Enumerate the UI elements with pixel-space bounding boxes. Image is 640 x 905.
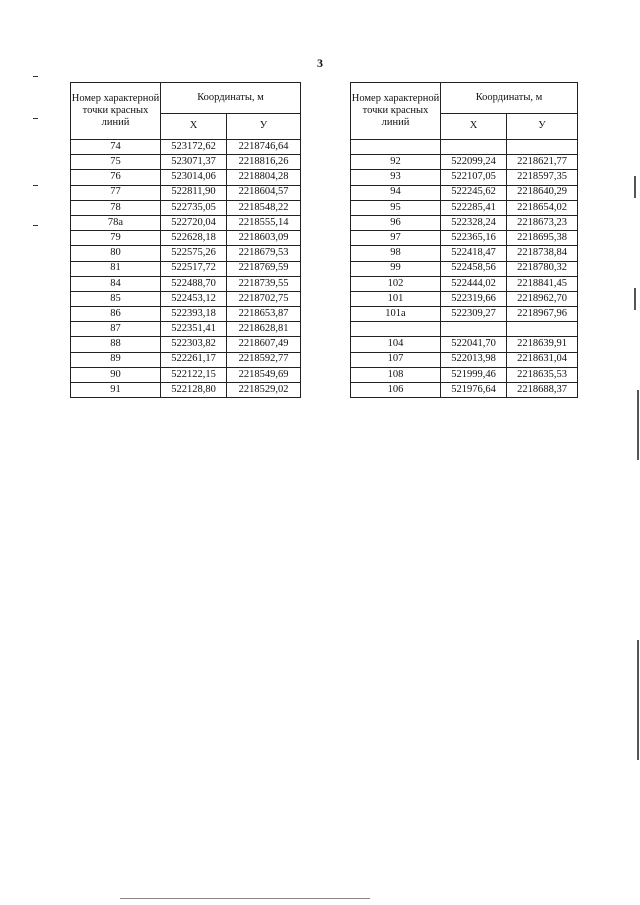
coordinates-table-left xyxy=(70,82,301,398)
x-coordinate-cell: 522303,82 xyxy=(161,337,227,352)
point-number-cell: 80 xyxy=(71,246,161,261)
table-row xyxy=(351,246,578,261)
x-coordinate-cell: 522393,18 xyxy=(161,307,227,322)
x-coordinate-cell: 522488,70 xyxy=(161,276,227,291)
point-number-cell xyxy=(351,322,441,337)
point-number-cell: 81 xyxy=(71,261,161,276)
scan-mark xyxy=(33,185,38,186)
point-number-cell: 92 xyxy=(351,155,441,170)
y-coordinate-cell: 2218738,84 xyxy=(507,246,578,261)
x-coordinate-cell: 521976,64 xyxy=(441,383,507,398)
table-row xyxy=(351,307,578,322)
table-row xyxy=(71,140,301,155)
table-row xyxy=(71,215,301,230)
y-coordinate-cell: 2218702,75 xyxy=(227,291,301,306)
x-coordinate-cell: 522735,05 xyxy=(161,200,227,215)
x-coordinate-cell: 522575,26 xyxy=(161,246,227,261)
table-row xyxy=(351,322,578,337)
table-row xyxy=(351,291,578,306)
table-row xyxy=(71,307,301,322)
table-row xyxy=(351,155,578,170)
point-number-cell: 86 xyxy=(71,307,161,322)
table-row xyxy=(351,352,578,367)
y-coordinate-cell: 2218631,04 xyxy=(507,352,578,367)
y-coordinate-cell: 2218635,53 xyxy=(507,367,578,382)
coordinates-header: Координаты, м xyxy=(161,83,301,114)
table-row xyxy=(351,276,578,291)
point-number-cell: 101 xyxy=(351,291,441,306)
x-coordinate-cell: 522245,62 xyxy=(441,185,507,200)
coordinates-header: Координаты, м xyxy=(441,83,578,114)
x-coordinate-cell: 522099,24 xyxy=(441,155,507,170)
x-coordinate-cell: 522319,66 xyxy=(441,291,507,306)
table-row xyxy=(351,367,578,382)
point-number-cell: 108 xyxy=(351,367,441,382)
x-coordinate-cell: 522013,98 xyxy=(441,352,507,367)
table-row xyxy=(71,231,301,246)
point-number-cell: 101а xyxy=(351,307,441,322)
point-number-cell: 106 xyxy=(351,383,441,398)
coordinates-table-right xyxy=(350,82,578,398)
point-number-cell: 79 xyxy=(71,231,161,246)
x-coordinate-cell xyxy=(441,322,507,337)
scan-edge-mark xyxy=(634,288,636,310)
point-number-cell: 89 xyxy=(71,352,161,367)
x-coordinate-cell xyxy=(441,140,507,155)
y-coordinate-cell: 2218679,53 xyxy=(227,246,301,261)
x-coordinate-cell: 522041,70 xyxy=(441,337,507,352)
point-number-cell: 85 xyxy=(71,291,161,306)
y-coordinate-cell: 2218841,45 xyxy=(507,276,578,291)
x-coordinate-cell: 522444,02 xyxy=(441,276,507,291)
y-coordinate-cell: 2218695,38 xyxy=(507,231,578,246)
x-coordinate-cell: 522285,41 xyxy=(441,200,507,215)
point-number-cell: 88 xyxy=(71,337,161,352)
y-coordinate-cell: 2218962,70 xyxy=(507,291,578,306)
y-coordinate-cell: 2218555,14 xyxy=(227,215,301,230)
point-number-cell: 78а xyxy=(71,215,161,230)
table-row xyxy=(71,352,301,367)
y-coordinate-cell: 2218628,81 xyxy=(227,322,301,337)
x-coordinate-cell: 522458,56 xyxy=(441,261,507,276)
table-row xyxy=(71,261,301,276)
y-coordinate-cell: 2218607,49 xyxy=(227,337,301,352)
y-coordinate-cell: 2218769,59 xyxy=(227,261,301,276)
y-coordinate-cell xyxy=(507,322,578,337)
y-coordinate-cell: 2218603,09 xyxy=(227,231,301,246)
y-coordinate-cell: 2218816,26 xyxy=(227,155,301,170)
x-coordinate-cell: 523071,37 xyxy=(161,155,227,170)
y-coordinate-cell: 2218597,35 xyxy=(507,170,578,185)
y-coordinate-cell: 2218549,69 xyxy=(227,367,301,382)
y-coordinate-cell: 2218653,87 xyxy=(227,307,301,322)
point-number-cell: 98 xyxy=(351,246,441,261)
table-row xyxy=(351,261,578,276)
x-coordinate-cell: 522351,41 xyxy=(161,322,227,337)
x-header: X xyxy=(161,114,227,140)
x-coordinate-cell: 522122,15 xyxy=(161,367,227,382)
scan-edge-mark xyxy=(634,176,636,198)
table-row xyxy=(71,367,301,382)
point-number-cell: 97 xyxy=(351,231,441,246)
table-row xyxy=(71,322,301,337)
point-number-cell: 93 xyxy=(351,170,441,185)
table-row xyxy=(71,200,301,215)
point-number-cell: 96 xyxy=(351,215,441,230)
y-coordinate-cell xyxy=(507,140,578,155)
point-number-cell: 90 xyxy=(71,367,161,382)
table-row xyxy=(351,185,578,200)
x-coordinate-cell: 522309,27 xyxy=(441,307,507,322)
y-coordinate-cell: 2218967,96 xyxy=(507,307,578,322)
point-number-cell: 102 xyxy=(351,276,441,291)
x-coordinate-cell: 522128,80 xyxy=(161,383,227,398)
point-number-header: Номер характерной точки красных линий xyxy=(71,83,161,140)
y-coordinate-cell: 2218688,37 xyxy=(507,383,578,398)
scan-mark xyxy=(33,118,38,119)
x-coordinate-cell: 522517,72 xyxy=(161,261,227,276)
y-coordinate-cell: 2218654,02 xyxy=(507,200,578,215)
scan-bottom-line xyxy=(120,898,370,899)
x-coordinate-cell: 522418,47 xyxy=(441,246,507,261)
point-number-cell: 76 xyxy=(71,170,161,185)
point-number-cell: 99 xyxy=(351,261,441,276)
scan-edge-mark xyxy=(637,640,639,760)
point-number-cell: 77 xyxy=(71,185,161,200)
point-number-cell: 75 xyxy=(71,155,161,170)
page-number: 3 xyxy=(317,56,323,70)
scan-mark xyxy=(33,76,38,77)
y-coordinate-cell: 2218639,91 xyxy=(507,337,578,352)
x-coordinate-cell: 523014,06 xyxy=(161,170,227,185)
x-coordinate-cell: 523172,62 xyxy=(161,140,227,155)
x-coordinate-cell: 522453,12 xyxy=(161,291,227,306)
table-row xyxy=(351,200,578,215)
y-coordinate-cell: 2218780,32 xyxy=(507,261,578,276)
y-coordinate-cell: 2218604,57 xyxy=(227,185,301,200)
table-row xyxy=(71,337,301,352)
table-row xyxy=(71,291,301,306)
point-number-cell: 84 xyxy=(71,276,161,291)
x-coordinate-cell: 521999,46 xyxy=(441,367,507,382)
table-row xyxy=(71,185,301,200)
x-coordinate-cell: 522261,17 xyxy=(161,352,227,367)
y-coordinate-cell: 2218673,23 xyxy=(507,215,578,230)
x-coordinate-cell: 522328,24 xyxy=(441,215,507,230)
x-coordinate-cell: 522811,90 xyxy=(161,185,227,200)
y-coordinate-cell: 2218592,77 xyxy=(227,352,301,367)
table-row xyxy=(71,276,301,291)
point-number-cell: 78 xyxy=(71,200,161,215)
y-coordinate-cell: 2218621,77 xyxy=(507,155,578,170)
point-number-cell: 94 xyxy=(351,185,441,200)
table-row xyxy=(71,246,301,261)
point-number-cell: 74 xyxy=(71,140,161,155)
table-row xyxy=(351,215,578,230)
x-coordinate-cell: 522720,04 xyxy=(161,215,227,230)
table-row xyxy=(71,170,301,185)
x-coordinate-cell: 522107,05 xyxy=(441,170,507,185)
point-number-cell: 91 xyxy=(71,383,161,398)
scan-mark xyxy=(33,225,38,226)
y-coordinate-cell: 2218739,55 xyxy=(227,276,301,291)
point-number-cell xyxy=(351,140,441,155)
point-number-cell: 95 xyxy=(351,200,441,215)
y-coordinate-cell: 2218804,28 xyxy=(227,170,301,185)
table-row xyxy=(351,383,578,398)
table-row xyxy=(351,140,578,155)
table-row xyxy=(351,231,578,246)
table-row xyxy=(351,337,578,352)
point-number-header: Номер характерной точки красных линий xyxy=(351,83,441,140)
table-row xyxy=(71,383,301,398)
y-coordinate-cell: 2218746,64 xyxy=(227,140,301,155)
point-number-cell: 104 xyxy=(351,337,441,352)
y-coordinate-cell: 2218640,29 xyxy=(507,185,578,200)
table-row xyxy=(351,170,578,185)
x-coordinate-cell: 522628,18 xyxy=(161,231,227,246)
y-header: У xyxy=(507,114,578,140)
scan-edge-mark xyxy=(637,390,639,460)
y-header: У xyxy=(227,114,301,140)
point-number-cell: 87 xyxy=(71,322,161,337)
y-coordinate-cell: 2218548,22 xyxy=(227,200,301,215)
table-row xyxy=(71,155,301,170)
y-coordinate-cell: 2218529,02 xyxy=(227,383,301,398)
x-coordinate-cell: 522365,16 xyxy=(441,231,507,246)
x-header: X xyxy=(441,114,507,140)
point-number-cell: 107 xyxy=(351,352,441,367)
